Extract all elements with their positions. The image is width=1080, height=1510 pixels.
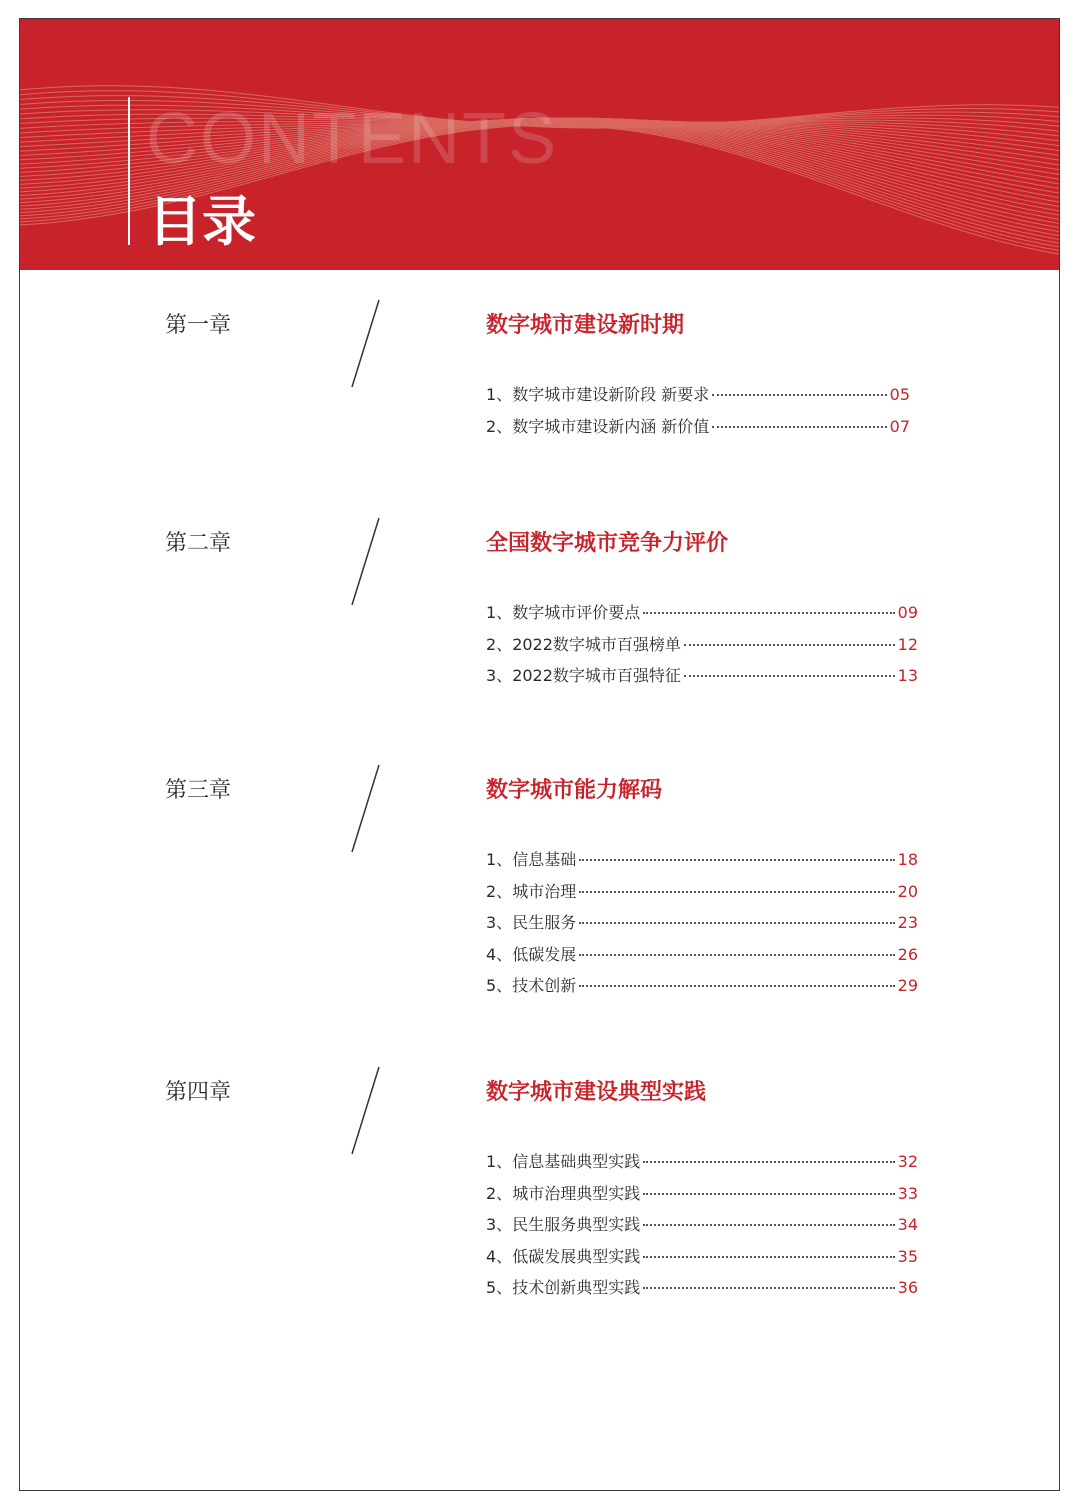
toc-item-page: 09 [897, 603, 918, 622]
toc-item[interactable] [486, 632, 918, 664]
chapter-title: 数字城市建设新时期 [486, 313, 685, 338]
toc-item-text: 民生服务典型实践 [512, 1215, 641, 1234]
toc-item-number: 3、 [486, 1215, 513, 1234]
toc-item-number: 1、 [486, 850, 513, 869]
chapter-label: 第一章 [165, 313, 232, 338]
chapter-title: 数字城市建设典型实践 [486, 1080, 707, 1105]
dot-leader [579, 859, 894, 861]
toc-item[interactable] [486, 382, 910, 414]
toc-item[interactable] [486, 663, 918, 695]
toc-item-page: 07 [889, 416, 910, 436]
toc-item-text: 2022数字城市百强榜单 [512, 634, 681, 654]
toc-item-number: 3、 [486, 913, 513, 932]
toc-item-number: 5、 [486, 1278, 513, 1297]
dot-leader [643, 1224, 894, 1226]
toc-item-text: 技术创新典型实践 [512, 1278, 641, 1297]
chapter-label: 第三章 [165, 778, 232, 803]
toc-list [486, 382, 910, 445]
slash-divider [350, 764, 382, 854]
dot-leader [579, 985, 894, 987]
toc-item-text: 城市治理典型实践 [512, 1183, 641, 1203]
toc-item-page: 35 [897, 1246, 918, 1266]
toc-item-text: 数字城市建设新内涵 新价值 [512, 416, 710, 436]
toc-item-number: 1、 [486, 385, 513, 404]
toc-item-page: 13 [897, 666, 918, 685]
toc-item[interactable] [486, 942, 918, 974]
toc-item-number: 2、 [486, 1183, 513, 1203]
toc-item[interactable] [486, 1275, 918, 1307]
slash-divider [350, 299, 382, 389]
dot-leader [579, 954, 894, 956]
toc-item-page: 29 [897, 976, 918, 995]
toc-item[interactable] [486, 1244, 918, 1276]
toc-item-page: 36 [897, 1278, 918, 1297]
chapter-label: 第二章 [165, 531, 232, 556]
toc-item-number: 4、 [486, 944, 513, 964]
toc-item-page: 12 [897, 634, 918, 654]
toc-item-text: 数字城市评价要点 [512, 603, 641, 622]
toc-item[interactable] [486, 847, 918, 879]
toc-item[interactable] [486, 414, 910, 446]
slash-divider [350, 517, 382, 607]
header-cn-title: 目录 [148, 190, 256, 253]
dot-leader [579, 922, 894, 924]
toc-item-page: 34 [897, 1215, 918, 1234]
dot-leader [643, 612, 894, 614]
toc-item-page: 18 [897, 850, 918, 869]
toc-item-text: 数字城市建设新阶段 新要求 [512, 385, 710, 404]
dot-leader [579, 891, 894, 893]
dot-leader [712, 426, 886, 428]
toc-item-number: 3、 [486, 666, 513, 685]
dot-leader [684, 644, 895, 646]
header-vertical-rule [128, 97, 130, 245]
toc-list [486, 847, 918, 1005]
toc-item-number: 4、 [486, 1246, 513, 1266]
toc-item-text: 民生服务 [512, 913, 577, 932]
page [19, 18, 1060, 1491]
toc-item-page: 20 [897, 881, 918, 901]
toc-item[interactable] [486, 879, 918, 911]
header-band [20, 19, 1059, 270]
toc-list [486, 1149, 918, 1307]
dot-leader [712, 394, 886, 396]
toc-item-page: 23 [897, 913, 918, 932]
header-en-title: CONTENTS [146, 99, 558, 179]
toc-item-number: 2、 [486, 881, 513, 901]
toc-item[interactable] [486, 1149, 918, 1181]
dot-leader [643, 1287, 894, 1289]
toc-item-text: 城市治理 [512, 881, 577, 901]
toc-item[interactable] [486, 1212, 918, 1244]
dot-leader [643, 1161, 894, 1163]
toc-item-page: 05 [889, 385, 910, 404]
toc-item[interactable] [486, 600, 918, 632]
toc-item-number: 5、 [486, 976, 513, 995]
toc-list [486, 600, 918, 695]
toc-item-text: 低碳发展 [512, 944, 577, 964]
toc-item-page: 26 [897, 944, 918, 964]
toc-item-text: 信息基础典型实践 [512, 1152, 641, 1171]
toc-item-text: 低碳发展典型实践 [512, 1246, 641, 1266]
dot-leader [643, 1193, 894, 1195]
chapter-title: 全国数字城市竞争力评价 [486, 531, 729, 556]
toc-item-number: 2、 [486, 416, 513, 436]
dot-leader [643, 1256, 894, 1258]
slash-divider [350, 1066, 382, 1156]
toc-item-text: 技术创新 [512, 976, 577, 995]
chapter-title: 数字城市能力解码 [486, 778, 663, 803]
dot-leader [684, 675, 895, 677]
toc-item[interactable] [486, 910, 918, 942]
toc-item-text: 信息基础 [512, 850, 577, 869]
toc-item-page: 32 [897, 1152, 918, 1171]
toc-item-page: 33 [897, 1183, 918, 1203]
toc-item[interactable] [486, 1181, 918, 1213]
toc-item[interactable] [486, 973, 918, 1005]
chapter-label: 第四章 [165, 1080, 232, 1105]
toc-item-number: 1、 [486, 1152, 513, 1171]
toc-item-number: 2、 [486, 634, 513, 654]
toc-item-text: 2022数字城市百强特征 [512, 666, 681, 685]
toc-item-number: 1、 [486, 603, 513, 622]
